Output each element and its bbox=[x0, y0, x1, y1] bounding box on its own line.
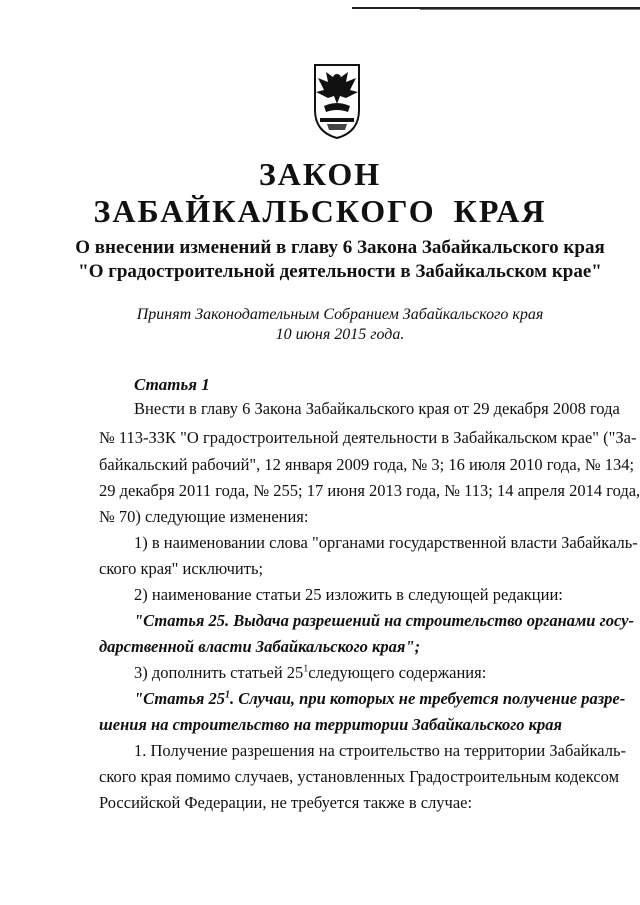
body-line: байкальский рабочий", 12 января 2009 года, № 3; 16 июля 2010 года, № 134; bbox=[99, 455, 635, 474]
body-line bbox=[134, 663, 486, 683]
quoted-title-text: . Случаи, при которых не требуется получение разре- bbox=[229, 689, 626, 708]
article-heading: Статья 1 bbox=[134, 375, 210, 394]
body-line: 29 декабря 2011 года, № 255; 17 июня 2013 года, № 113; 14 апреля 2014 года, bbox=[99, 481, 640, 500]
body-line: 2) наименование статьи 25 изложить в следующей редакции: bbox=[134, 585, 563, 604]
body-line: ского края" исключить; bbox=[99, 559, 264, 578]
law-title: ЗАКОН bbox=[258, 156, 382, 192]
body-line: 1. Получение разрешения на строительство на территории Забайкаль- bbox=[134, 741, 627, 760]
law-subtitle bbox=[0, 236, 640, 284]
scan-border-line bbox=[420, 9, 640, 10]
quoted-article-title bbox=[134, 689, 625, 709]
superscript: 1 bbox=[303, 663, 309, 675]
body-text: следующего содержания: bbox=[308, 663, 487, 682]
quoted-title-text: "Статья 25 bbox=[134, 689, 225, 708]
body-line: 1) в наименовании слова "органами государственной власти Забайкаль- bbox=[134, 533, 638, 552]
subtitle-line: О внесении изменений в главу 6 Закона Забайкальского края bbox=[75, 237, 605, 258]
subtitle-line: "О градостроительной деятельности в Забайкальском крае" bbox=[78, 261, 602, 282]
superscript: 1 bbox=[224, 689, 230, 701]
quoted-article-title: шения на строительство на территории Забайкальского края bbox=[99, 715, 563, 734]
quoted-article-title: дарственной власти Забайкальского края"; bbox=[99, 637, 421, 656]
coat-of-arms-emblem bbox=[312, 62, 362, 140]
adoption-line: Принят Законодательным Собранием Забайкальского края bbox=[136, 306, 544, 323]
law-region-title: ЗАБАЙКАЛЬСКОГО КРАЯ bbox=[93, 193, 547, 229]
body-line: № 113-ЗЗК "О градостроительной деятельности в Забайкальском крае" ("За- bbox=[99, 428, 637, 447]
body-line: № 70) следующие изменения: bbox=[99, 507, 309, 526]
body-line: Российской Федерации, не требуется также в случае: bbox=[99, 793, 473, 812]
body-line: ского края помимо случаев, установленных Градостроительным кодексом bbox=[99, 767, 620, 786]
quoted-article-title: "Статья 25. Выдача разрешений на строительство органами госу- bbox=[134, 611, 634, 630]
body-text: 3) дополнить статьей 25 bbox=[134, 663, 304, 682]
adoption-note bbox=[0, 305, 640, 345]
adoption-date: 10 июня 2015 года. bbox=[275, 326, 405, 343]
body-line: Внести в главу 6 Закона Забайкальского края от 29 декабря 2008 года bbox=[134, 399, 620, 418]
